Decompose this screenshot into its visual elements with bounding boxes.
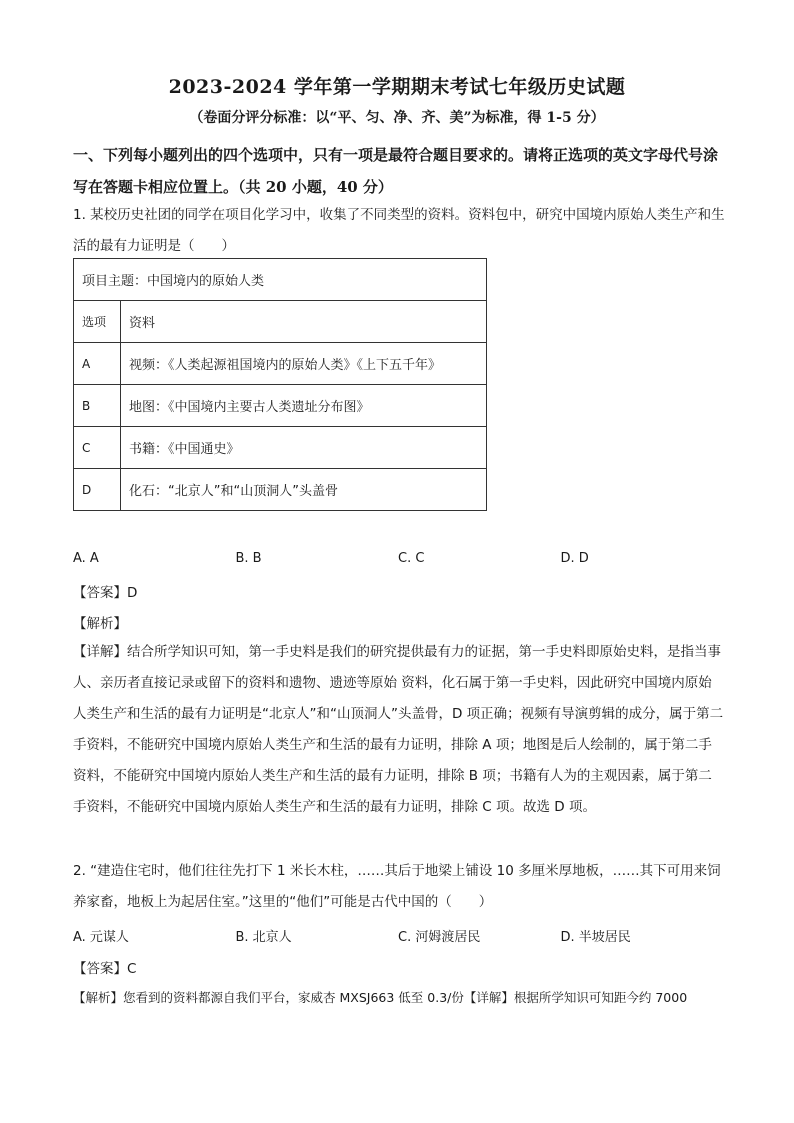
table-row (74, 469, 487, 511)
answer-value: D (127, 585, 138, 601)
scoring-note: （卷面分评分标准：以“平、匀、净、齐、美”为标准，得 1-5 分） (189, 110, 605, 126)
option-d: D. 半坡居民 (560, 930, 631, 945)
table-row (74, 385, 487, 427)
option-a: A. 元谋人 (73, 930, 129, 945)
answer-value: C (127, 961, 137, 977)
exam-title: 2023-2024 学年第一学期期末考试七年级历史试题 (168, 76, 626, 98)
option-c: C. C (398, 551, 425, 566)
detail-text: 结合所学知识可知，第一手史料是我们的研究提供最有力的证据，第一手史料即原始史料，是指当事人、亲历者直接记录或留下的资料和遗物、遗迹等原始 资料，化石属于第一手史料，因此研究中国境内原始人类生产和生活的最有力证明是“北京人”和“山顶洞人”头盖骨，D 项正确；视频有导演剪辑的成分，属于第二手资料，不能研究中国境内原始人类生产和生活的最有力证明，排除 A 项；地图是后人绘制的，属于第二手资料，不能研究中国境内原始人类生产和生活的最有力证明，排除 B 项；书籍有人为的主观因素，属于第二手资料，不能研究中国境内原始人类生产和生活的最有力证明，排除 C 项。故选 D 项。 (73, 644, 724, 815)
option-a: A. A (73, 551, 99, 566)
table-header-option: 选项 (74, 301, 121, 343)
question-1-detail (73, 637, 725, 823)
section-heading: 一、下列每小题列出的四个选项中，只有一项是最符合题目要求的。请将正选项的英文字母代号涂写在答题卡相应位置上。（共 20 小题，40 分） (73, 146, 719, 196)
answer-label: 【答案】 (73, 585, 127, 601)
detail-label: 【详解】 (463, 990, 514, 1005)
question-1-stem: 1. 某校历史社团的同学在项目化学习中，收集了不同类型的资料。资料包中，研究中国境内原始人类生产和生活的最有力证明是（ ） (73, 207, 725, 254)
question-1-analysis-label: 【解析】 (73, 616, 127, 632)
question-1-options (73, 551, 723, 566)
table-cell-option: B (74, 385, 121, 427)
table-row (74, 259, 487, 301)
table-row (74, 301, 487, 343)
table-cell-material: 化石：“北京人”和“山顶洞人”头盖骨 (121, 469, 487, 511)
detail-label: 【详解】 (73, 644, 127, 660)
answer-label: 【答案】 (73, 961, 127, 977)
question-2-analysis (73, 988, 733, 1006)
table-theme: 项目主题：中国境内的原始人类 (74, 259, 487, 301)
option-b: B. 北京人 (235, 930, 292, 945)
question-1-answer (73, 581, 137, 601)
watermark-text: 您看到的资料都源自我们平台，家威杏 MXSJ663 低至 0.3/份 (123, 990, 464, 1005)
table-row (74, 427, 487, 469)
detail-text: 根据所学知识可知距今约 7000 (513, 990, 688, 1005)
table-cell-option: C (74, 427, 121, 469)
table-cell-material: 地图：《中国境内主要古人类遗址分布图》 (121, 385, 487, 427)
table-header-material: 资料 (121, 301, 487, 343)
option-c: C. 河姆渡居民 (398, 930, 481, 945)
table-cell-option: D (74, 469, 121, 511)
table-cell-material: 视频：《人类起源祖国境内的原始人类》《上下五千年》 (121, 343, 487, 385)
table-cell-material: 书籍：《中国通史》 (121, 427, 487, 469)
question-2-answer (73, 957, 136, 977)
question-2-stem: 2. “建造住宅时，他们往往先打下 1 米长木柱，……其后于地梁上铺设 10 多厘米厚地板，……其下可用来饲养家畜，地板上为起居住室。”这里的“他们”可能是古代中国的（ ） (73, 863, 721, 910)
option-b: B. B (235, 551, 262, 566)
question-2-options (73, 926, 723, 945)
table-row (74, 343, 487, 385)
table-cell-option: A (74, 343, 121, 385)
option-d: D. D (560, 551, 589, 566)
source-table (73, 258, 487, 511)
analysis-label: 【解析】 (73, 990, 124, 1005)
